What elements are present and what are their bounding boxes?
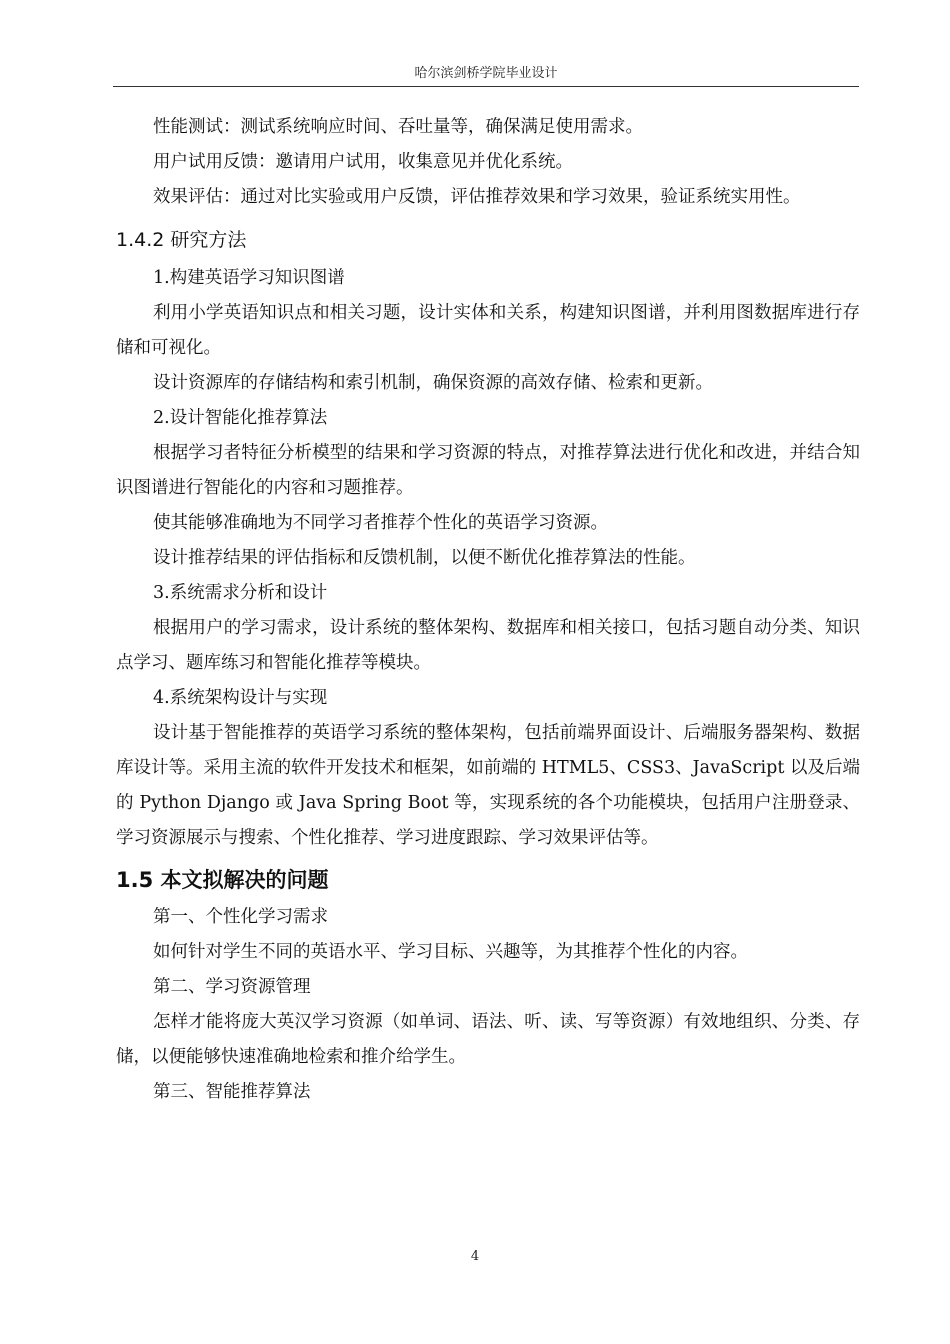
header-divider xyxy=(113,86,859,87)
page-body xyxy=(116,110,860,1110)
paragraph-personalized-resources: 使其能够准确地为不同学习者推荐个性化的英语学习资源。 xyxy=(153,513,608,533)
problem-title-3: 第三、智能推荐算法 xyxy=(153,1082,311,1102)
problem-title-2: 第二、学习资源管理 xyxy=(153,977,311,997)
paragraph-performance-test: 性能测试：测试系统响应时间、吞吐量等，确保满足使用需求。 xyxy=(153,117,643,137)
paragraph-evaluation-metrics: 设计推荐结果的评估指标和反馈机制，以便不断优化推荐算法的性能。 xyxy=(153,548,696,568)
problem-title-1: 第一、个性化学习需求 xyxy=(153,907,328,927)
paragraph-personalized-needs: 如何针对学生不同的英语水平、学习目标、兴趣等，为其推荐个性化的内容。 xyxy=(153,942,748,962)
paragraph-user-trial: 用户试用反馈：邀请用户试用，收集意见并优化系统。 xyxy=(153,152,573,172)
subsection-title-4: 4.系统架构设计与实现 xyxy=(153,688,328,708)
paragraph-architecture-implementation: 设计基于智能推荐的英语学习系统的整体架构，包括前端界面设计、后端服务器架构、数据库设计等。采用主流的软件开发技术和框架，如前端的 HTML5、CSS3、JavaScript 以及后端的 Python Django 或 Java Spring Boot 等，实现系统的各个功能模块，包括用户注册登录、学习资源展示与搜索、个性化推荐、学习进度跟踪、学习效果评估等。 xyxy=(116,723,860,848)
paragraph-requirements-design: 根据用户的学习需求，设计系统的整体架构、数据库和相关接口，包括习题自动分类、知识点学习、题库练习和智能化推荐等模块。 xyxy=(116,618,860,673)
page-header-title: 哈尔滨剑桥学院毕业设计 xyxy=(414,66,558,81)
paragraph-knowledge-graph: 利用小学英语知识点和相关习题，设计实体和关系，构建知识图谱，并利用图数据库进行存储和可视化。 xyxy=(116,303,860,358)
paragraph-effect-evaluation: 效果评估：通过对比实验或用户反馈，评估推荐效果和学习效果，验证系统实用性。 xyxy=(153,187,801,207)
paragraph-resource-storage: 设计资源库的存储结构和索引机制，确保资源的高效存储、检索和更新。 xyxy=(153,373,713,393)
subsection-title-2: 2.设计智能化推荐算法 xyxy=(153,408,328,428)
page-number: 4 xyxy=(470,1249,480,1264)
subsection-title-1: 1.构建英语学习知识图谱 xyxy=(153,268,345,288)
section-heading-1-4-2: 1.4.2 研究方法 xyxy=(116,229,247,251)
subsection-title-3: 3.系统需求分析和设计 xyxy=(153,583,328,603)
section-heading-1-5: 1.5 本文拟解决的问题 xyxy=(116,868,329,892)
paragraph-algorithm-optimization: 根据学习者特征分析模型的结果和学习资源的特点，对推荐算法进行优化和改进，并结合知识图谱进行智能化的内容和习题推荐。 xyxy=(116,443,860,498)
paragraph-resource-management: 怎样才能将庞大英汉学习资源（如单词、语法、听、读、写等资源）有效地组织、分类、存储，以便能够快速准确地检索和推介给学生。 xyxy=(116,1012,860,1067)
